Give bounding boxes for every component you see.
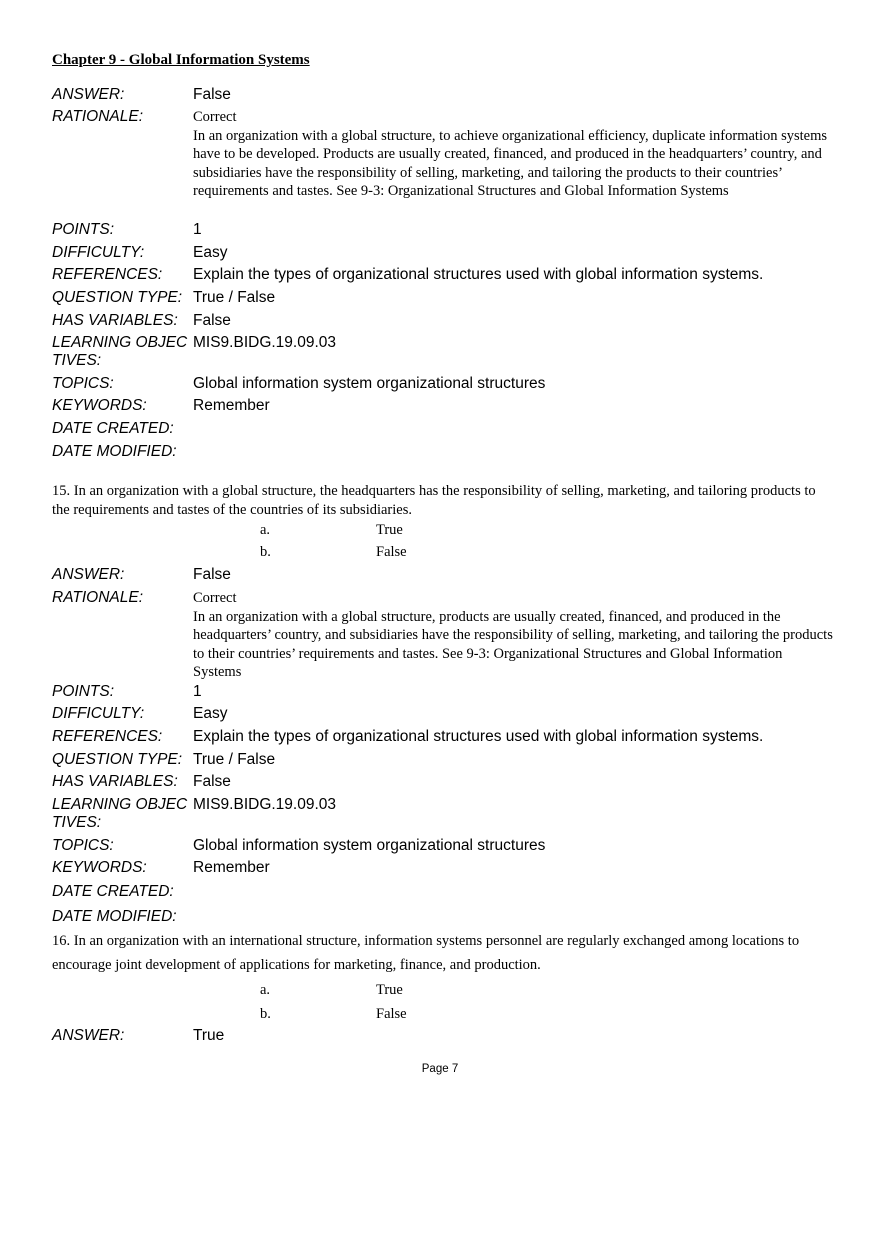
keywords-value: Remember: [193, 859, 270, 876]
option-letter: b.: [260, 1006, 271, 1022]
option-letter: a.: [260, 522, 271, 538]
references-value: Explain the types of organizational structures used with global information systems.: [193, 728, 764, 745]
date-modified-label: DATE MODIFIED:: [52, 908, 177, 925]
rationale-label: RATIONALE:: [52, 589, 144, 606]
answer-value: False: [193, 86, 231, 103]
keywords-label: KEYWORDS:: [52, 859, 147, 876]
question-15-text: 15. In an organization with a global structure, the headquarters has the responsibility of selling, marketing, and tailoring products to the requirements and tastes of the countries of its subsidiaries.: [52, 483, 816, 518]
rationale-head: Correct: [193, 109, 237, 125]
points-value: 1: [193, 683, 202, 700]
points-label: POINTS:: [52, 221, 115, 238]
has-variables-label: HAS VARIABLES:: [52, 312, 178, 329]
answer-value: False: [193, 566, 231, 583]
answer-value: True: [193, 1027, 225, 1044]
references-value: Explain the types of organizational structures used with global information systems.: [193, 266, 764, 283]
question-type-label: QUESTION TYPE:: [52, 751, 183, 768]
date-created-label: DATE CREATED:: [52, 883, 174, 900]
page-number: Page 7: [421, 1063, 459, 1075]
chapter-title: Chapter 9 - Global Information Systems: [52, 52, 310, 68]
difficulty-value: Easy: [193, 244, 228, 261]
points-value: 1: [193, 221, 202, 238]
question-16-text: 16. In an organization with an international structure, information systems personnel are regularly exchanged among locations to encourage joint development of applications for marketing, finance, and production.: [52, 933, 800, 973]
answer-label: ANSWER:: [52, 1027, 125, 1044]
keywords-value: Remember: [193, 397, 270, 414]
learning-objectives-label: LEARNING OBJECTIVES:: [52, 796, 188, 831]
has-variables-value: False: [193, 773, 231, 790]
points-label: POINTS:: [52, 683, 115, 700]
topics-label: TOPICS:: [52, 375, 114, 392]
rationale-text: In an organization with a global structure, to achieve organizational efficiency, duplicate information systems have to be developed. Products are usually created, financed, and produced in the headquarters’ country, and subsidiaries have the responsibility of selling, marketing, and tailoring the products to their countries’ requirements and tastes. See 9-3: Organizational Structures and Global Information Systems: [193, 127, 828, 199]
references-label: REFERENCES:: [52, 728, 163, 745]
learning-objectives-value: MIS9.BIDG.19.09.03: [193, 334, 337, 351]
rationale-value: [193, 108, 833, 201]
option-letter: b.: [260, 544, 271, 560]
difficulty-label: DIFFICULTY:: [52, 705, 145, 722]
answer-label: ANSWER:: [52, 566, 125, 583]
date-created-label: DATE CREATED:: [52, 420, 174, 437]
difficulty-value: Easy: [193, 705, 228, 722]
topics-value: Global information system organizational structures: [193, 837, 546, 854]
rationale-head: Correct: [193, 590, 237, 606]
topics-label: TOPICS:: [52, 837, 114, 854]
option-text: True: [376, 522, 403, 538]
question-type-label: QUESTION TYPE:: [52, 289, 183, 306]
learning-objectives-value: MIS9.BIDG.19.09.03: [193, 796, 337, 813]
references-label: REFERENCES:: [52, 266, 163, 283]
option-letter: a.: [260, 982, 271, 998]
keywords-label: KEYWORDS:: [52, 397, 147, 414]
option-text: False: [376, 1006, 407, 1022]
rationale-label: RATIONALE:: [52, 108, 144, 125]
difficulty-label: DIFFICULTY:: [52, 244, 145, 261]
answer-label: ANSWER:: [52, 86, 125, 103]
question-type-value: True / False: [193, 289, 276, 306]
option-text: False: [376, 544, 407, 560]
date-modified-label: DATE MODIFIED:: [52, 443, 177, 460]
has-variables-label: HAS VARIABLES:: [52, 773, 178, 790]
rationale-text: In an organization with a global structure, products are usually created, financed, and produced in the headquarters’ country, and subsidiaries have the responsibility of selling, marketing, and tailoring the products to their countries’ requirements and tastes. See 9-3: Organizational Structures and Global Information Systems: [193, 608, 833, 680]
has-variables-value: False: [193, 312, 231, 329]
learning-objectives-label: LEARNING OBJECTIVES:: [52, 334, 188, 369]
question-type-value: True / False: [193, 751, 276, 768]
option-text: True: [376, 982, 403, 998]
topics-value: Global information system organizational structures: [193, 375, 546, 392]
rationale-value: [193, 589, 833, 682]
